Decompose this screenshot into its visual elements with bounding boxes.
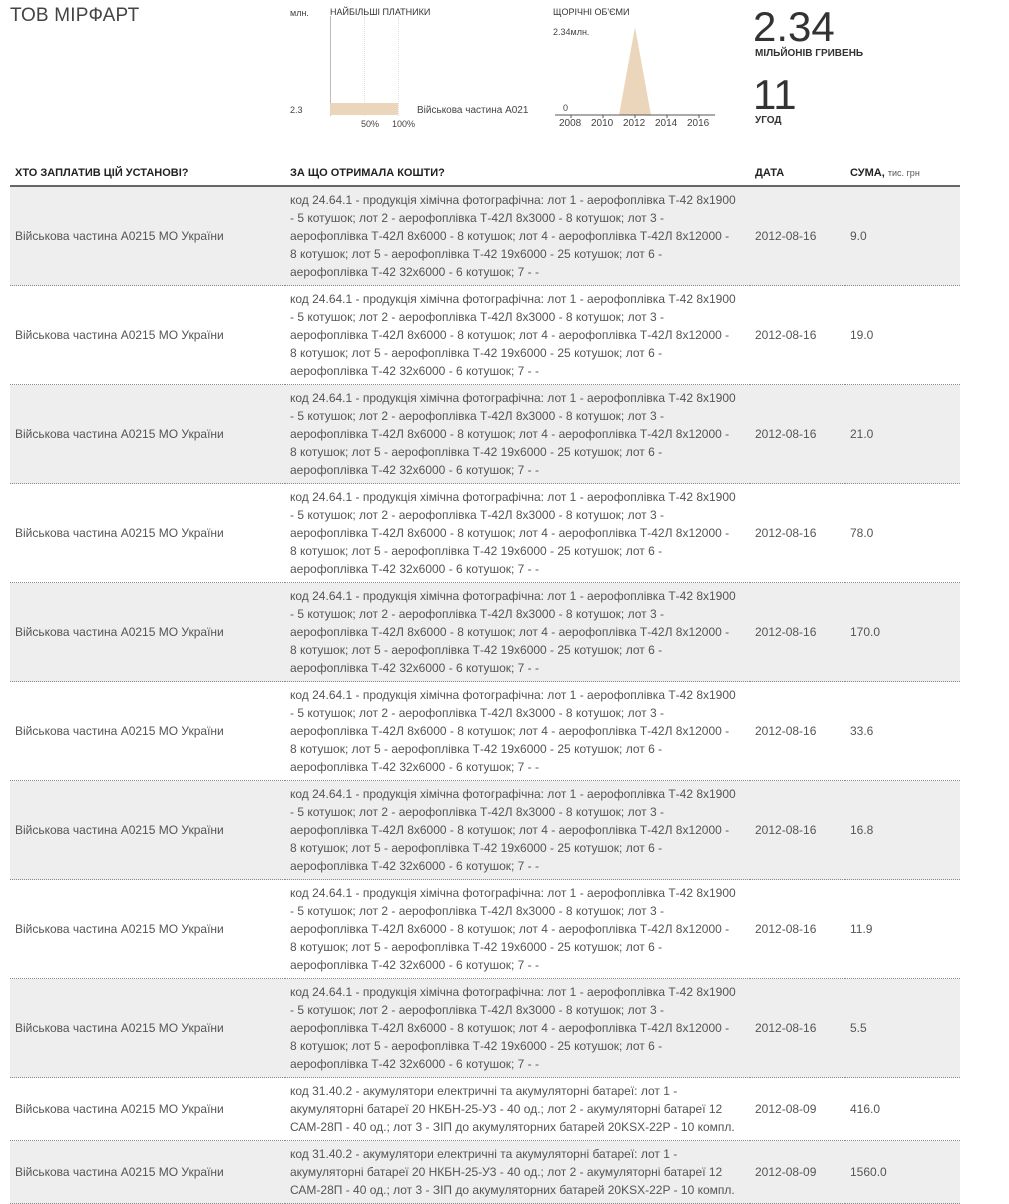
payers-chart-title: НАЙБІЛЬШІ ПЛАТНИКИ [330,7,431,17]
header-date[interactable]: ДАТА [750,159,845,186]
table-row[interactable] [10,682,960,781]
table-row[interactable] [10,880,960,979]
cell-purpose: код 24.64.1 - продукція хімічна фотографічна: лот 1 - аерофоплівка Т-42 8х1900 - 5 котушок; лот 2 - аерофоплівка Т-42Л 8х3000 - 8 котушок; лот 3 - аерофоплівка Т-42Л 8х6000 - 8 котушок; лот 4 - аерофоплівка Т-42Л 8х12000 - 8 котушок; лот 5 - аерофоплівка Т-42 19х6000 - 25 котушок; лот 6 - аерофоплівка Т-42 32х6000 - 6 котушок; 7 - - [285,286,750,385]
cell-payer[interactable]: Військова частина А0215 МО України [10,682,285,781]
payers-chart-axis-line [330,16,331,116]
cell-payer[interactable]: Військова частина А0215 МО України [10,1078,285,1141]
table-row[interactable] [10,484,960,583]
cell-purpose: код 24.64.1 - продукція хімічна фотографічна: лот 1 - аерофоплівка Т-42 8х1900 - 5 котушок; лот 2 - аерофоплівка Т-42Л 8х3000 - 8 котушок; лот 3 - аерофоплівка Т-42Л 8х6000 - 8 котушок; лот 4 - аерофоплівка Т-42Л 8х12000 - 8 котушок; лот 5 - аерофоплівка Т-42 19х6000 - 25 котушок; лот 6 - аерофоплівка Т-42 32х6000 - 6 котушок; 7 - - [285,484,750,583]
table-row[interactable] [10,979,960,1078]
cell-purpose: код 31.40.2 - акумулятори електричні та акумуляторні батареї: лот 1 - акумуляторні батареї 20 НКБН-25-У3 - 40 од.; лот 2 - акумуляторні батареї 12 САМ-28П - 40 од.; лот 3 - ЗІП до акумуляторних батарей 20KSX-22P - 10 компл. [285,1141,750,1204]
payers-chart-grid-100 [398,16,399,116]
table-row[interactable] [10,1141,960,1204]
header-purpose[interactable]: ЗА ЩО ОТРИМАЛА КОШТИ? [285,159,750,186]
cell-date: 2012-08-16 [750,385,845,484]
yearly-chart-tick-label: 2008 [559,118,582,129]
table-row[interactable] [10,781,960,880]
payers-chart-value: 2.3 [290,105,303,115]
yearly-chart-title: ЩОРІЧНІ ОБ'ЄМИ [553,7,630,17]
summary-total-caption: МІЛЬЙОНІВ ГРИВЕНЬ [755,48,864,59]
cell-date: 2012-08-16 [750,682,845,781]
summary-total: 2.34 [753,3,835,50]
cell-amount: 11.9 [845,880,960,979]
company-title: ТОВ МІРФАРТ [10,5,140,26]
payers-chart-payer-name[interactable]: Військова частина А021 [417,105,529,116]
cell-date: 2012-08-09 [750,1141,845,1204]
cell-payer[interactable]: Військова частина А0215 МО України [10,484,285,583]
cell-amount: 16.8 [845,781,960,880]
cell-date: 2012-08-16 [750,484,845,583]
table-row[interactable] [10,583,960,682]
cell-payer[interactable]: Військова частина А0215 МО України [10,880,285,979]
cell-date: 2012-08-16 [750,781,845,880]
deals-table [10,159,960,1204]
cell-date: 2012-08-09 [750,1078,845,1141]
table-header-row [10,159,960,186]
yearly-chart-tick-label: 2010 [591,118,614,129]
table-row[interactable] [10,385,960,484]
cell-date: 2012-08-16 [750,583,845,682]
cell-purpose: код 24.64.1 - продукція хімічна фотографічна: лот 1 - аерофоплівка Т-42 8х1900 - 5 котушок; лот 2 - аерофоплівка Т-42Л 8х3000 - 8 котушок; лот 3 - аерофоплівка Т-42Л 8х6000 - 8 котушок; лот 4 - аерофоплівка Т-42Л 8х12000 - 8 котушок; лот 5 - аерофоплівка Т-42 19х6000 - 25 котушок; лот 6 - аерофоплівка Т-42 32х6000 - 6 котушок; 7 - - [285,186,750,286]
cell-payer[interactable]: Військова частина А0215 МО України [10,385,285,484]
yearly-chart-yzero-label: 0 [563,103,569,113]
header-amount[interactable] [845,159,960,186]
cell-amount: 78.0 [845,484,960,583]
cell-purpose: код 24.64.1 - продукція хімічна фотографічна: лот 1 - аерофоплівка Т-42 8х1900 - 5 котушок; лот 2 - аерофоплівка Т-42Л 8х3000 - 8 котушок; лот 3 - аерофоплівка Т-42Л 8х6000 - 8 котушок; лот 4 - аерофоплівка Т-42Л 8х12000 - 8 котушок; лот 5 - аерофоплівка Т-42 19х6000 - 25 котушок; лот 6 - аерофоплівка Т-42 32х6000 - 6 котушок; 7 - - [285,880,750,979]
cell-date: 2012-08-16 [750,186,845,286]
cell-payer[interactable]: Військова частина А0215 МО України [10,979,285,1078]
cell-date: 2012-08-16 [750,880,845,979]
payers-chart-unit: млн. [290,8,309,18]
payers-chart-tick-100: 100% [392,119,416,129]
cell-purpose: код 24.64.1 - продукція хімічна фотографічна: лот 1 - аерофоплівка Т-42 8х1900 - 5 котушок; лот 2 - аерофоплівка Т-42Л 8х3000 - 8 котушок; лот 3 - аерофоплівка Т-42Л 8х6000 - 8 котушок; лот 4 - аерофоплівка Т-42Л 8х12000 - 8 котушок; лот 5 - аерофоплівка Т-42 19х6000 - 25 котушок; лот 6 - аерофоплівка Т-42 32х6000 - 6 котушок; 7 - - [285,385,750,484]
cell-amount: 5.5 [845,979,960,1078]
header-amount-label: СУМА, [850,167,885,179]
cell-date: 2012-08-16 [750,286,845,385]
cell-purpose: код 24.64.1 - продукція хімічна фотографічна: лот 1 - аерофоплівка Т-42 8х1900 - 5 котушок; лот 2 - аерофоплівка Т-42Л 8х3000 - 8 котушок; лот 3 - аерофоплівка Т-42Л 8х6000 - 8 котушок; лот 4 - аерофоплівка Т-42Л 8х12000 - 8 котушок; лот 5 - аерофоплівка Т-42 19х6000 - 25 котушок; лот 6 - аерофоплівка Т-42 32х6000 - 6 котушок; 7 - - [285,781,750,880]
cell-amount: 33.6 [845,682,960,781]
cell-payer[interactable]: Військова частина А0215 МО України [10,1141,285,1204]
header-amount-unit: тис. грн [887,168,920,178]
cell-payer[interactable]: Військова частина А0215 МО України [10,286,285,385]
cell-amount: 170.0 [845,583,960,682]
table-row[interactable] [10,1078,960,1141]
yearly-chart-ymax-label: 2.34млн. [553,27,590,37]
cell-purpose: код 24.64.1 - продукція хімічна фотографічна: лот 1 - аерофоплівка Т-42 8х1900 - 5 котушок; лот 2 - аерофоплівка Т-42Л 8х3000 - 8 котушок; лот 3 - аерофоплівка Т-42Л 8х6000 - 8 котушок; лот 4 - аерофоплівка Т-42Л 8х12000 - 8 котушок; лот 5 - аерофоплівка Т-42 19х6000 - 25 котушок; лот 6 - аерофоплівка Т-42 32х6000 - 6 котушок; 7 - - [285,583,750,682]
cell-payer[interactable]: Військова частина А0215 МО України [10,583,285,682]
cell-purpose: код 24.64.1 - продукція хімічна фотографічна: лот 1 - аерофоплівка Т-42 8х1900 - 5 котушок; лот 2 - аерофоплівка Т-42Л 8х3000 - 8 котушок; лот 3 - аерофоплівка Т-42Л 8х6000 - 8 котушок; лот 4 - аерофоплівка Т-42Л 8х12000 - 8 котушок; лот 5 - аерофоплівка Т-42 19х6000 - 25 котушок; лот 6 - аерофоплівка Т-42 32х6000 - 6 котушок; 7 - - [285,682,750,781]
table-row[interactable] [10,186,960,286]
cell-purpose: код 24.64.1 - продукція хімічна фотографічна: лот 1 - аерофоплівка Т-42 8х1900 - 5 котушок; лот 2 - аерофоплівка Т-42Л 8х3000 - 8 котушок; лот 3 - аерофоплівка Т-42Л 8х6000 - 8 котушок; лот 4 - аерофоплівка Т-42Л 8х12000 - 8 котушок; лот 5 - аерофоплівка Т-42 19х6000 - 25 котушок; лот 6 - аерофоплівка Т-42 32х6000 - 6 котушок; 7 - - [285,979,750,1078]
yearly-chart-tick-label: 2012 [623,118,646,129]
cell-amount: 416.0 [845,1078,960,1141]
cell-date: 2012-08-16 [750,979,845,1078]
summary-deals-caption: УГОД [755,115,782,126]
cell-amount: 9.0 [845,186,960,286]
payers-chart-tick-50: 50% [361,119,380,129]
cell-payer[interactable]: Військова частина А0215 МО України [10,186,285,286]
payers-chart-grid-50 [364,16,365,116]
yearly-chart-tick-label: 2014 [655,118,678,129]
payers-chart-bar [330,103,398,115]
table-row[interactable] [10,286,960,385]
yearly-chart-tick-label: 2016 [687,118,710,129]
cell-amount: 21.0 [845,385,960,484]
cell-purpose: код 31.40.2 - акумулятори електричні та акумуляторні батареї: лот 1 - акумуляторні батареї 20 НКБН-25-У3 - 40 од.; лот 2 - акумуляторні батареї 12 САМ-28П - 40 од.; лот 3 - ЗІП до акумуляторних батарей 20KSX-22P - 10 компл. [285,1078,750,1141]
summary-deals: 11 [753,71,797,118]
cell-amount: 1560.0 [845,1141,960,1204]
cell-payer[interactable]: Військова частина А0215 МО України [10,781,285,880]
yearly-chart-area [619,27,651,115]
cell-amount: 19.0 [845,286,960,385]
header-payer[interactable]: ХТО ЗАПЛАТИВ ЦІЙ УСТАНОВІ? [10,159,285,186]
